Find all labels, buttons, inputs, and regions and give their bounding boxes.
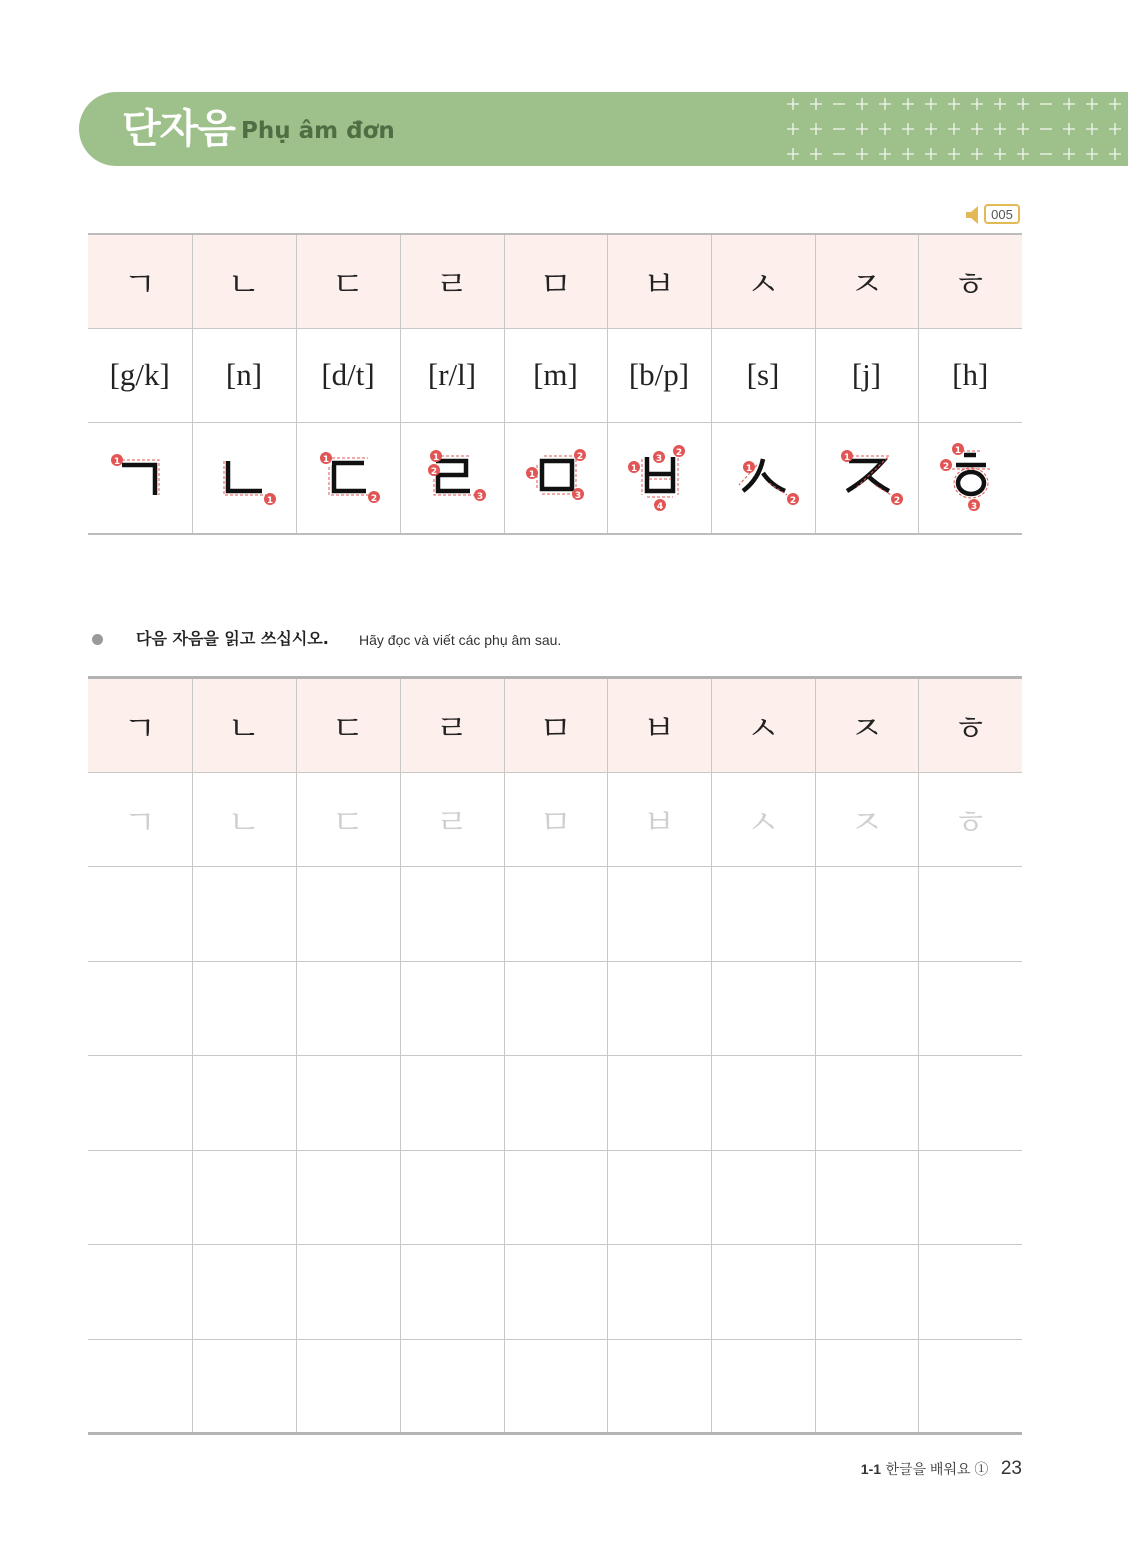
- romanization-cell: [918, 328, 1022, 422]
- blank-cell[interactable]: [607, 962, 711, 1056]
- blank-cell[interactable]: [192, 1056, 296, 1151]
- cross-mark: [971, 98, 983, 110]
- blank-cell[interactable]: [192, 1245, 296, 1340]
- blank-cell[interactable]: [711, 1340, 815, 1434]
- stroke-number: 1: [113, 456, 120, 467]
- practice-letter-cell: [88, 678, 192, 773]
- consonant-letter: ㅎ: [953, 264, 987, 305]
- stroke-number: 2: [893, 495, 900, 506]
- blank-cell[interactable]: [711, 1151, 815, 1245]
- cross-mark: [810, 98, 822, 110]
- blank-cell[interactable]: [607, 1340, 711, 1434]
- blank-cell[interactable]: [504, 1056, 607, 1151]
- cross-mark: [1109, 98, 1121, 110]
- trace-letter: ㅂ: [642, 803, 676, 843]
- consonant-letter: ㄹ: [435, 264, 469, 305]
- cross-mark: [948, 148, 960, 160]
- consonant-cell: [607, 234, 711, 328]
- blank-cell[interactable]: [711, 867, 815, 962]
- blank-cell[interactable]: [607, 1151, 711, 1245]
- stroke-number: 1: [322, 454, 330, 465]
- blank-cell[interactable]: [88, 1056, 192, 1151]
- cross-mark: [1086, 123, 1098, 135]
- stroke-order-diagram: [723, 443, 803, 513]
- stroke-number: 3: [574, 490, 581, 501]
- practice-letter-cell: [815, 678, 918, 773]
- consonant-letter: ㅈ: [850, 709, 883, 749]
- blank-cell[interactable]: [815, 867, 918, 962]
- consonant-row: [88, 234, 1022, 328]
- blank-cell[interactable]: [88, 1151, 192, 1245]
- romanization-cell: [815, 328, 918, 422]
- stroke-number: 1: [843, 452, 850, 463]
- blank-cell[interactable]: [607, 1056, 711, 1151]
- cross-mark: [787, 98, 799, 110]
- cross-mark: [810, 148, 822, 160]
- cross-mark: [1063, 148, 1075, 160]
- blank-practice-row: [88, 1056, 1022, 1151]
- blank-cell[interactable]: [607, 1245, 711, 1340]
- consonant-letter: ㄴ: [227, 709, 261, 749]
- stroke-order-diagram: [412, 443, 492, 513]
- section-title-vietnamese: Phụ âm đơn: [241, 118, 395, 144]
- cross-mark: [879, 98, 891, 110]
- consonant-letter: ㅂ: [642, 264, 676, 305]
- blank-cell[interactable]: [296, 1056, 400, 1151]
- blank-practice-row: [88, 962, 1022, 1056]
- romanization-text: [h]: [952, 357, 989, 392]
- cross-mark: [1063, 98, 1075, 110]
- page-number: 23: [1000, 1458, 1022, 1479]
- cross-mark: [971, 123, 983, 135]
- cross-mark: [1017, 123, 1029, 135]
- blank-cell[interactable]: [504, 1151, 607, 1245]
- stroke-order-row: [88, 422, 1022, 534]
- practice-header-row: [88, 678, 1022, 773]
- trace-letter: ㄹ: [435, 803, 469, 843]
- stroke-order-diagram: [827, 443, 907, 513]
- cross-mark: [787, 123, 799, 135]
- blank-practice-row: [88, 1245, 1022, 1340]
- trace-cell[interactable]: [192, 773, 296, 867]
- consonant-cell: [918, 234, 1022, 328]
- stroke-order-cell: [918, 422, 1022, 534]
- instruction-korean: 다음 자음을 읽고 쓰십시오.: [136, 629, 329, 648]
- blank-cell[interactable]: [815, 1056, 918, 1151]
- consonant-cell: [815, 234, 918, 328]
- blank-cell[interactable]: [815, 1245, 918, 1340]
- section-banner: [79, 92, 1128, 166]
- practice-letter-cell: [192, 678, 296, 773]
- blank-cell[interactable]: [504, 867, 607, 962]
- stroke-number: 2: [675, 447, 683, 458]
- cross-mark: [856, 98, 868, 110]
- cross-mark: [1017, 148, 1029, 160]
- stroke-order-diagram: [516, 443, 596, 513]
- practice-letter-cell: [607, 678, 711, 773]
- blank-cell[interactable]: [504, 1245, 607, 1340]
- blank-cell[interactable]: [711, 1245, 815, 1340]
- romanization-text: [n]: [225, 357, 263, 392]
- trace-cell[interactable]: [918, 773, 1022, 867]
- romanization-cell: [192, 328, 296, 422]
- speaker-icon[interactable]: [964, 205, 986, 225]
- consonant-letter: ㅁ: [539, 709, 572, 749]
- consonant-letter: ㄹ: [435, 709, 469, 749]
- blank-cell[interactable]: [88, 962, 192, 1056]
- cross-mark: [925, 98, 937, 110]
- blank-practice-row: [88, 1151, 1022, 1245]
- blank-practice-row: [88, 867, 1022, 962]
- cross-mark: [879, 148, 891, 160]
- stroke-order-cell: [400, 422, 504, 534]
- romanization-cell: [88, 328, 192, 422]
- cross-mark: [1086, 98, 1098, 110]
- trace-letter: ㄱ: [123, 803, 157, 843]
- cross-mark: [1063, 123, 1075, 135]
- stroke-order-cell: [711, 422, 815, 534]
- romanization-text: [m]: [533, 357, 578, 392]
- stroke-number: 2: [430, 466, 438, 477]
- romanization-cell: [296, 328, 400, 422]
- practice-letter-cell: [504, 678, 607, 773]
- stroke-order-cell: [192, 422, 296, 534]
- blank-cell[interactable]: [918, 1340, 1022, 1434]
- consonant-letter: ㅅ: [746, 264, 780, 305]
- stroke-number: 2: [576, 451, 583, 462]
- trace-letter: ㅅ: [746, 803, 780, 843]
- stroke-number: 2: [943, 461, 950, 472]
- page-footer: [840, 1458, 1022, 1484]
- stroke-number: 3: [476, 491, 484, 502]
- blank-cell[interactable]: [400, 962, 504, 1056]
- consonant-letter: ㅎ: [953, 709, 987, 749]
- practice-letter-cell: [918, 678, 1022, 773]
- blank-cell[interactable]: [918, 1151, 1022, 1245]
- trace-letter: ㅎ: [953, 803, 987, 843]
- stroke-number: 3: [655, 453, 663, 464]
- stroke-number: 2: [789, 495, 797, 506]
- blank-cell[interactable]: [400, 1245, 504, 1340]
- trace-letter: ㅈ: [850, 803, 883, 843]
- blank-cell[interactable]: [815, 1151, 918, 1245]
- blank-cell[interactable]: [296, 1340, 400, 1434]
- audio-track-number[interactable]: 005: [984, 204, 1020, 224]
- consonant-cell: [88, 234, 192, 328]
- chapter-title: 한글을 배워요 ①: [885, 1461, 989, 1477]
- cross-mark: [856, 123, 868, 135]
- romanization-cell: [400, 328, 504, 422]
- blank-cell[interactable]: [918, 962, 1022, 1056]
- romanization-text: [g/k]: [109, 357, 170, 392]
- blank-cell[interactable]: [918, 1245, 1022, 1340]
- stroke-number: 4: [656, 501, 664, 512]
- consonant-letter: ㄱ: [123, 709, 157, 749]
- blank-cell[interactable]: [815, 1340, 918, 1434]
- stroke-order-diagram: [930, 443, 1010, 513]
- blank-cell[interactable]: [504, 1340, 607, 1434]
- blank-cell[interactable]: [296, 1151, 400, 1245]
- romanization-cell: [504, 328, 607, 422]
- practice-letter-cell: [296, 678, 400, 773]
- practice-letter-cell: [711, 678, 815, 773]
- romanization-row: [88, 328, 1022, 422]
- romanization-cell: [711, 328, 815, 422]
- stroke-order-cell: [504, 422, 607, 534]
- stroke-number: 1: [528, 469, 535, 480]
- trace-cell[interactable]: [504, 773, 607, 867]
- cross-mark: [994, 98, 1006, 110]
- blank-cell[interactable]: [607, 867, 711, 962]
- cross-mark: [1109, 148, 1121, 160]
- trace-cell[interactable]: [815, 773, 918, 867]
- stroke-order-diagram: [308, 443, 388, 513]
- consonant-letter: ㅁ: [539, 264, 572, 305]
- stroke-number: 2: [370, 493, 378, 504]
- trace-cell[interactable]: [296, 773, 400, 867]
- consonant-cell: [296, 234, 400, 328]
- stroke-order-cell: [296, 422, 400, 534]
- blank-cell[interactable]: [296, 1245, 400, 1340]
- bullet-icon: [92, 634, 103, 645]
- blank-cell[interactable]: [88, 867, 192, 962]
- chapter-number: 1-1: [860, 1461, 882, 1477]
- stroke-order-diagram: [619, 443, 699, 513]
- consonant-table: [88, 233, 1022, 535]
- blank-cell[interactable]: [400, 867, 504, 962]
- blank-cell[interactable]: [815, 962, 918, 1056]
- decorative-cross-pattern: [785, 92, 1128, 166]
- stroke-order-cell: [815, 422, 918, 534]
- cross-mark: [787, 148, 799, 160]
- stroke-number: 1: [432, 452, 440, 463]
- blank-cell[interactable]: [192, 1151, 296, 1245]
- consonant-letter: ㄴ: [227, 264, 261, 305]
- stroke-number: 1: [955, 445, 962, 456]
- stroke-number: 1: [266, 495, 274, 506]
- consonant-letter: ㄷ: [331, 709, 365, 749]
- consonant-cell: [711, 234, 815, 328]
- practice-grid: [88, 676, 1022, 1435]
- consonant-cell: [504, 234, 607, 328]
- cross-mark: [971, 148, 983, 160]
- consonant-letter: ㄱ: [123, 264, 157, 305]
- cross-mark: [879, 123, 891, 135]
- cross-mark: [902, 148, 914, 160]
- practice-letter-cell: [400, 678, 504, 773]
- blank-cell[interactable]: [88, 1340, 192, 1434]
- stroke-order-cell: [607, 422, 711, 534]
- blank-cell[interactable]: [296, 962, 400, 1056]
- blank-cell[interactable]: [88, 1245, 192, 1340]
- cross-mark: [902, 98, 914, 110]
- blank-cell[interactable]: [711, 962, 815, 1056]
- stroke-order-diagram: [100, 443, 180, 513]
- stroke-number: 1: [630, 463, 638, 474]
- consonant-cell: [192, 234, 296, 328]
- cross-mark: [925, 148, 937, 160]
- romanization-text: [r/l]: [427, 357, 477, 392]
- stroke-number: 1: [745, 463, 753, 474]
- instruction-vietnamese: Hãy đọc và viết các phụ âm sau.: [359, 632, 562, 648]
- trace-cell[interactable]: [607, 773, 711, 867]
- section-title-korean: 단자음: [122, 106, 235, 152]
- consonant-letter: ㄷ: [331, 264, 365, 305]
- blank-cell[interactable]: [192, 962, 296, 1056]
- cross-mark: [810, 123, 822, 135]
- consonant-letter: ㅈ: [850, 264, 883, 305]
- blank-cell[interactable]: [711, 1056, 815, 1151]
- trace-cell[interactable]: [711, 773, 815, 867]
- cross-mark: [1109, 123, 1121, 135]
- cross-mark: [856, 148, 868, 160]
- trace-cell[interactable]: [88, 773, 192, 867]
- blank-cell[interactable]: [918, 867, 1022, 962]
- cross-mark: [902, 123, 914, 135]
- cross-mark: [948, 123, 960, 135]
- trace-letter: ㅁ: [539, 803, 572, 843]
- blank-cell[interactable]: [400, 1056, 504, 1151]
- consonant-cell: [400, 234, 504, 328]
- trace-letter: ㄷ: [331, 803, 365, 843]
- cross-mark: [994, 148, 1006, 160]
- trace-letter: ㄴ: [227, 803, 261, 843]
- trace-row: [88, 773, 1022, 867]
- romanization-text: [d/t]: [321, 357, 375, 392]
- stroke-order-diagram: [204, 443, 284, 513]
- blank-cell[interactable]: [400, 1340, 504, 1434]
- blank-cell[interactable]: [918, 1056, 1022, 1151]
- romanization-text: [b/p]: [628, 357, 690, 392]
- blank-cell[interactable]: [296, 867, 400, 962]
- blank-cell[interactable]: [504, 962, 607, 1056]
- blank-cell[interactable]: [400, 1151, 504, 1245]
- stroke-number: 3: [971, 501, 978, 512]
- blank-practice-row: [88, 1340, 1022, 1434]
- cross-mark: [994, 123, 1006, 135]
- trace-cell[interactable]: [400, 773, 504, 867]
- cross-mark: [948, 98, 960, 110]
- blank-cell[interactable]: [192, 1340, 296, 1434]
- cross-mark: [925, 123, 937, 135]
- romanization-cell: [607, 328, 711, 422]
- consonant-letter: ㅅ: [746, 709, 780, 749]
- romanization-text: [s]: [746, 357, 780, 392]
- consonant-letter: ㅂ: [642, 709, 676, 749]
- cross-mark: [1086, 148, 1098, 160]
- romanization-text: [j]: [851, 357, 882, 392]
- blank-cell[interactable]: [192, 867, 296, 962]
- stroke-order-cell: [88, 422, 192, 534]
- cross-mark: [1017, 98, 1029, 110]
